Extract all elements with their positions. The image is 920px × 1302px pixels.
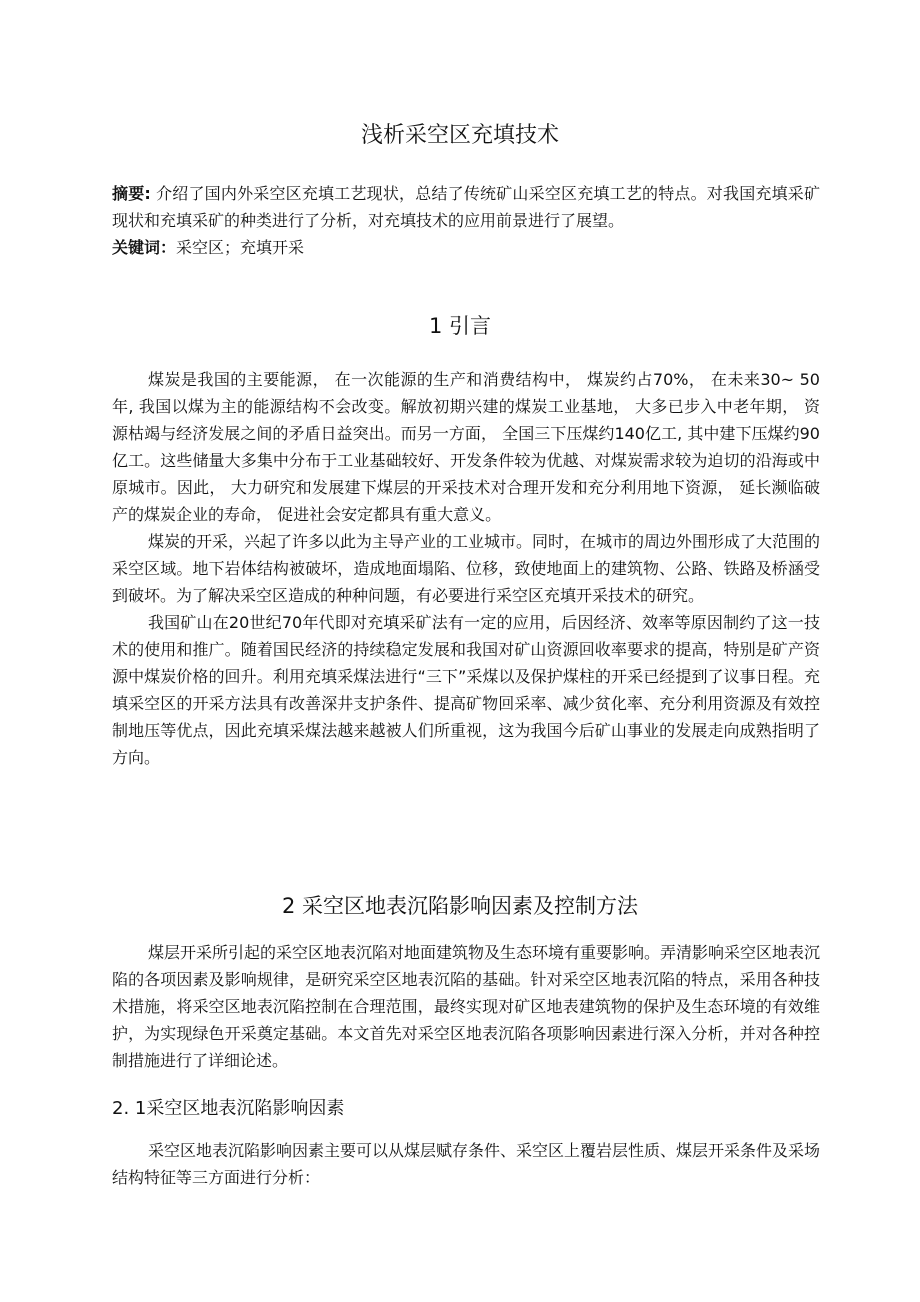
section-1-body xyxy=(112,366,820,771)
section-1-paragraph-2: 煤炭的开采，兴起了许多以此为主导产业的工业城市。同时，在城市的周边外围形成了大范围的采空区域。地下岩体结构被破坏，造成地面塌陷、位移，致使地面上的建筑物、公路、铁路及桥涵受到破坏。为了解决采空区造成的种种问题，有必要进行采空区充填开采技术的研究。 xyxy=(112,532,821,605)
section-1-paragraph-1: 煤炭是我国的主要能源， 在一次能源的生产和消费结构中， 煤炭约占70%， 在未来30~ 50 年, 我国以煤为主的能源结构不会改变。解放初期兴建的煤炭工业基地， 大多已步入中老年期， 资源枯竭与经济发展之间的矛盾日益突出。而另一方面， 全国三下压煤约140亿工, 其中建下压煤约90亿工。这些储量大多集中分布于工业基础较好、开发条件较为优越、对煤炭需求较为迫切的沿海或中原城市。因此， 大力研究和发展建下煤层的开采技术对合理开发和充分利用地下资源， 延长濒临破产的煤炭企业的寿命， 促进社会安定都具有重大意义。 xyxy=(112,370,820,524)
section-2-heading: 2 采空区地表沉陷影响因素及控制方法 xyxy=(281,894,639,918)
keywords-text: 采空区；充填开采 xyxy=(176,238,305,257)
section-2-paragraph-1: 煤层开采所引起的采空区地表沉陷对地面建筑物及生态环境有重要影响。弄清影响采空区地表沉陷的各项因素及影响规律，是研究采空区地表沉陷的基础。针对采空区地表沉陷的特点，采用各种技术措施，将采空区地表沉陷控制在合理范围，最终实现对矿区地表建筑物的保护及生态环境的有效维护，为实现绿色开采奠定基础。本文首先对采空区地表沉陷各项影响因素进行深入分析，并对各种控制措施进行了详细论述。 xyxy=(112,943,821,1070)
keywords-paragraph xyxy=(112,234,820,261)
section-2-1-body xyxy=(112,1137,820,1191)
abstract-label: 摘要: xyxy=(112,184,151,203)
abstract-block xyxy=(112,180,820,261)
document-title: 浅析采空区充填技术 xyxy=(360,123,559,148)
keywords-label: 关键词： xyxy=(112,238,177,257)
abstract-paragraph xyxy=(112,180,820,234)
section-2-body xyxy=(112,939,820,1074)
section-1-heading: 1 引言 xyxy=(428,314,492,338)
section-2-1-heading: 2. 1采空区地表沉陷影响因素 xyxy=(112,1098,345,1119)
section-2-1-paragraph-1: 采空区地表沉陷影响因素主要可以从煤层赋存条件、采空区上覆岩层性质、煤层开采条件及采场结构特征等三方面进行分析： xyxy=(112,1141,821,1187)
section-1-paragraph-3: 我国矿山在20世纪70年代即对充填采矿法有一定的应用，后因经济、效率等原因制约了这一技术的使用和推广。随着国民经济的持续稳定发展和我国对矿山资源回收率要求的提高，特别是矿产资源中煤炭价格的回升。利用充填采煤法进行“三下”采煤以及保护煤柱的开采已经提到了议事日程。充填采空区的开采方法具有改善深井支护条件、提高矿物回采率、减少贫化率、充分利用资源及有效控制地压等优点，因此充填采煤法越来越被人们所重视，这为我国今后矿山事业的发展走向成熟指明了方向。 xyxy=(112,613,820,767)
abstract-text: 介绍了国内外采空区充填工艺现状，总结了传统矿山采空区充填工艺的特点。对我国充填采矿现状和充填采矿的种类进行了分析，对充填技术的应用前景进行了展望。 xyxy=(112,184,820,230)
